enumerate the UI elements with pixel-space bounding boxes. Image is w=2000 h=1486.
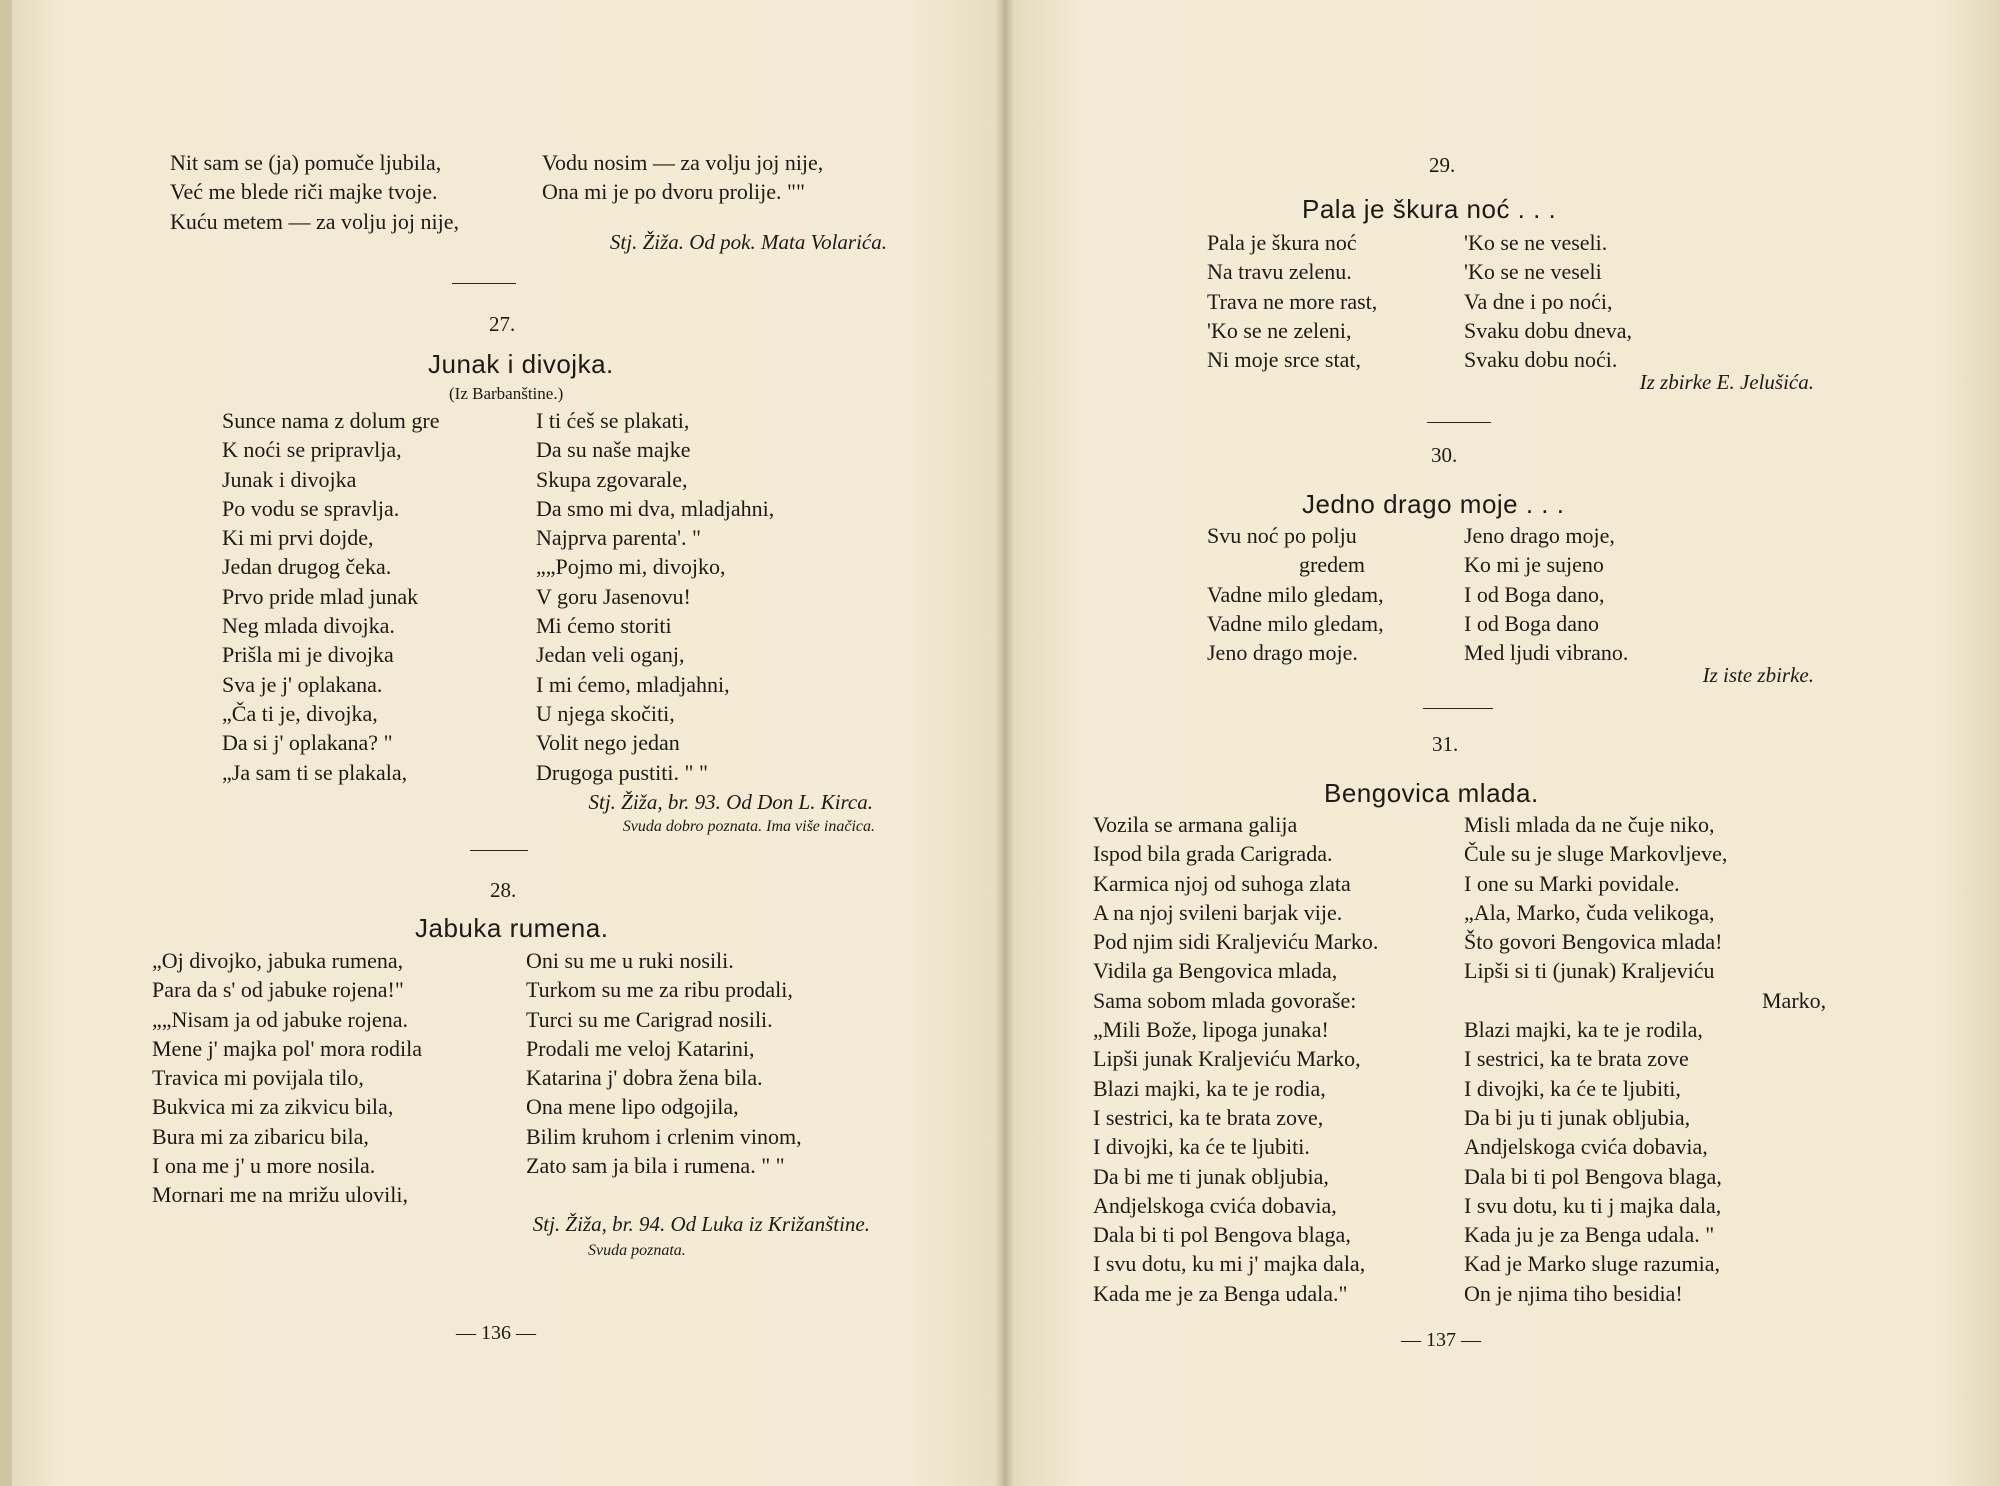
song-number: 27. <box>489 312 516 336</box>
verse-line: K noći se pripravlja, <box>222 437 402 463</box>
verse-line: I sestrici, ka te brata zove, <box>1093 1104 1324 1130</box>
song-subtitle: (Iz Barbanštine.) <box>449 384 564 403</box>
verse-line: Svu noć po polju <box>1207 523 1357 548</box>
verse-line: Junak i divojka <box>222 466 357 492</box>
verse-line: Vadne milo gledam, <box>1207 581 1384 607</box>
source-credit: Iz iste zbirke. <box>1702 663 1814 687</box>
verse-line: Sunce nama z dolum gre <box>222 408 440 433</box>
section-divider <box>1427 422 1491 423</box>
verse-line: Jedan drugog čeka. <box>222 554 392 580</box>
verse-line: I one su Marki povidale. <box>1464 870 1680 896</box>
verse-line: Bilim kruhom i crlenim vinom, <box>526 1123 802 1149</box>
verse-line: Blazi majki, ka te je rodila, <box>1464 1017 1703 1043</box>
verse-line: „Oj divojko, jabuka rumena, <box>152 948 404 973</box>
verse-line: Ispod bila grada Carigrada. <box>1093 841 1333 867</box>
verse-line: Već me blede riči majke tvoje. <box>170 179 438 205</box>
verse-line: Zato sam ja bila i rumena. " " <box>526 1153 785 1179</box>
verse-line: Vozila se armana galija <box>1093 812 1298 837</box>
verse-line: Čule su je sluge Markovljeve, <box>1464 841 1728 867</box>
verse-line: Bura mi za zibaricu bila, <box>152 1123 369 1149</box>
verse-line: Med ljudi vibrano. <box>1464 640 1629 666</box>
song30-col2 <box>1464 521 1628 667</box>
source-note: Svuda dobro poznata. Ima više inačica. <box>622 818 875 835</box>
verse-line: Sama sobom mlada govoraše: <box>1093 987 1357 1013</box>
verse-line: Trava ne more rast, <box>1207 288 1378 314</box>
verse-line: Mornari me na mrižu ulovili, <box>152 1182 408 1208</box>
song-number: 29. <box>1429 153 1456 177</box>
verse-line: Mene j' majka pol' mora rodila <box>152 1035 423 1061</box>
verse-line: Travica mi povijala tilo, <box>152 1065 364 1091</box>
verse-line: Jeno drago moje. <box>1207 640 1358 666</box>
verse-line: Dala bi ti pol Bengova blaga, <box>1093 1222 1351 1248</box>
verse-line: Vodu nosim — za volju joj nije, <box>542 150 824 175</box>
source-credit: Stj. Žiža. Od pok. Mata Volarića. <box>609 230 887 254</box>
song-title: Bengovica mlada. <box>1324 778 1539 808</box>
verse-line: I svu dotu, ku ti j majka dala, <box>1464 1192 1722 1218</box>
verse-line: Da su naše majke <box>536 437 691 463</box>
section-divider <box>452 283 516 284</box>
song-number: 30. <box>1431 443 1458 467</box>
book-gutter <box>996 0 1014 1486</box>
verse-line: Turkom su me za ribu prodali, <box>526 977 793 1003</box>
verse-line: On je njima tiho besidia! <box>1464 1280 1683 1306</box>
verse-line: Bukvica mi za zikvicu bila, <box>152 1094 394 1120</box>
song-number: 28. <box>490 878 517 902</box>
verse-line: „„Nisam ja od jabuke rojena. <box>152 1006 408 1032</box>
verse-line: Najprva parenta'. " <box>536 525 702 551</box>
verse-line: 'Ko se ne veseli <box>1464 259 1602 285</box>
verse-line: Ona mene lipo odgojila, <box>526 1094 739 1120</box>
verse-line: I mi ćemo, mladjahni, <box>536 671 730 697</box>
verse-line: Mi ćemo storiti <box>536 613 672 639</box>
verse-line: Ona mi je po dvoru prolije. "" <box>542 179 805 205</box>
song27-col2 <box>536 406 774 787</box>
verse-line: Ko mi je sujeno <box>1464 552 1604 578</box>
verse-line: I ona me j' u more nosila. <box>152 1153 376 1179</box>
verse-line: „„Pojmo mi, divojko, <box>536 554 726 580</box>
section-divider <box>1423 708 1493 709</box>
top-poem-col2 <box>542 148 823 207</box>
song-title: Junak i divojka. <box>428 349 614 379</box>
verse-line: Da bi me ti junak obljubia, <box>1093 1163 1329 1189</box>
verse-line: Andjelskoga cvića dobavia, <box>1464 1134 1708 1160</box>
song31-col2 <box>1464 810 1826 1308</box>
verse-line: Para da s' od jabuke rojena!" <box>152 977 404 1003</box>
verse-line: Lipši junak Kraljeviću Marko, <box>1093 1046 1361 1072</box>
verse-line: Pala je škura noć <box>1207 230 1357 255</box>
verse-line: Sva je j' oplakana. <box>222 671 383 697</box>
verse-line: Karmica njoj od suhoga zlata <box>1093 870 1351 896</box>
verse-line: I od Boga dano <box>1464 610 1600 636</box>
page-number: — 137 — <box>1401 1329 1481 1351</box>
verse-line: Volit nego jedan <box>536 730 680 756</box>
song27-col1 <box>222 406 440 787</box>
verse-line: Što govori Bengovica mlada! <box>1464 929 1723 955</box>
verse-line: I svu dotu, ku mi j' majka dala, <box>1093 1251 1366 1277</box>
verse-line: Jedan veli oganj, <box>536 642 685 668</box>
verse-line: Po vodu se spravlja. <box>222 495 400 521</box>
verse-line: Skupa zgovarale, <box>536 466 688 492</box>
verse-line: Misli mlada da ne čuje niko, <box>1464 812 1715 837</box>
verse-line: Na travu zelenu. <box>1207 259 1352 285</box>
section-divider <box>470 850 528 851</box>
verse-line: I divojki, ka će te ljubiti. <box>1093 1134 1310 1160</box>
song28-col1 <box>152 946 422 1210</box>
verse-line: Da bi ju ti junak obljubia, <box>1464 1104 1691 1130</box>
verse-line: Lipši si ti (junak) Kraljeviću <box>1464 958 1715 984</box>
song29-col2 <box>1464 228 1632 374</box>
song-title: Jedno drago moje . . . <box>1302 489 1565 519</box>
song31-col1 <box>1093 810 1378 1308</box>
verse-line: Katarina j' dobra žena bila. <box>526 1065 763 1091</box>
verse-line: Va dne i po noći, <box>1464 288 1613 314</box>
song30-col1 <box>1207 521 1384 667</box>
verse-line: Vidila ga Bengovica mlada, <box>1093 958 1338 984</box>
verse-line: Prišla mi je divojka <box>222 642 394 668</box>
verse-line: Da smo mi dva, mladjahni, <box>536 495 775 521</box>
right-page <box>1005 0 2000 1486</box>
verse-line: Blazi majki, ka te je rodia, <box>1093 1075 1326 1101</box>
verse-line: „Ja sam ti se plakala, <box>222 759 408 785</box>
verse-line: Ki mi prvi dojde, <box>222 525 374 551</box>
source-credit: Stj. Žiža, br. 93. Od Don L. Kirca. <box>588 790 873 814</box>
top-poem-col1 <box>170 148 459 236</box>
verse-line: I sestrici, ka te brata zove <box>1464 1046 1689 1072</box>
verse-line: Dala bi ti pol Bengova blaga, <box>1464 1163 1722 1189</box>
verse-line: Drugoga pustiti. " " <box>536 759 708 785</box>
verse-line: 'Ko se ne zeleni, <box>1207 317 1352 343</box>
verse-line: Kada ju je za Benga udala. " <box>1464 1222 1715 1248</box>
verse-line: I ti ćeš se plakati, <box>536 408 690 433</box>
verse-line: Kuću metem — za volju joj nije, <box>170 208 459 234</box>
verse-line: Jeno drago moje, <box>1464 523 1615 548</box>
verse-line: Vadne milo gledam, <box>1207 610 1384 636</box>
song29-col1 <box>1207 228 1377 374</box>
source-note: Svuda poznata. <box>588 1242 686 1259</box>
verse-line: „Ča ti je, divojka, <box>222 700 378 726</box>
verse-line: Neg mlada divojka. <box>222 613 395 639</box>
source-credit: Iz zbirke E. Jelušića. <box>1639 370 1814 394</box>
verse-line: Marko, <box>1762 987 1827 1013</box>
verse-line: Svaku dobu noći. <box>1464 347 1618 373</box>
verse-line: Pod njim sidi Kraljeviću Marko. <box>1093 929 1379 955</box>
book-edge <box>0 0 12 1486</box>
verse-line: 'Ko se ne veseli. <box>1464 230 1608 255</box>
page-number: — 136 — <box>456 1322 536 1344</box>
verse-line: „Mili Bože, lipoga junaka! <box>1093 1017 1329 1043</box>
verse-line: Prvo pride mlad junak <box>222 583 419 609</box>
verse-line: gredem <box>1299 552 1365 578</box>
song-title: Jabuka rumena. <box>415 913 609 943</box>
verse-line: Nit sam se (ja) pomuče ljubila, <box>170 150 442 175</box>
verse-line: Svaku dobu dneva, <box>1464 317 1633 343</box>
verse-line: I od Boga dano, <box>1464 581 1605 607</box>
song28-col2 <box>526 946 802 1180</box>
verse-line: A na njoj svileni barjak vije. <box>1093 899 1343 925</box>
verse-line: Andjelskoga cvića dobavia, <box>1093 1192 1337 1218</box>
verse-line: Da si j' oplakana? " <box>222 730 393 756</box>
song-title: Pala je škura noć . . . <box>1302 194 1557 224</box>
verse-line: Turci su me Carigrad nosili. <box>526 1006 773 1032</box>
verse-line: U njega skočiti, <box>536 700 675 726</box>
verse-line: Ni moje srce stat, <box>1207 347 1361 373</box>
verse-line: V goru Jasenovu! <box>536 583 691 609</box>
verse-line: I divojki, ka će te ljubiti, <box>1464 1075 1681 1101</box>
source-credit: Stj. Žiža, br. 94. Od Luka iz Križanštine. <box>532 1212 870 1236</box>
verse-line: Kad je Marko sluge razumia, <box>1464 1251 1720 1277</box>
verse-line: „Ala, Marko, čuda velikoga, <box>1464 899 1715 925</box>
verse-line: Kada me je za Benga udala." <box>1093 1280 1348 1306</box>
verse-line: Prodali me veloj Katarini, <box>526 1035 755 1061</box>
song-number: 31. <box>1432 732 1459 756</box>
verse-line: Oni su me u ruki nosili. <box>526 948 734 973</box>
